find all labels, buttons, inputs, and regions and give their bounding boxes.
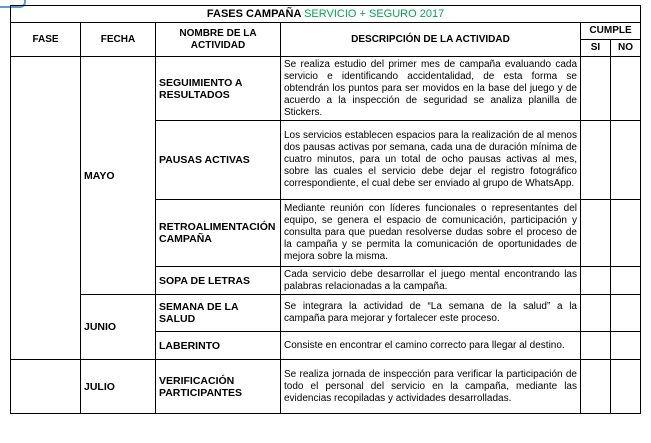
header-si: SI — [581, 40, 611, 57]
cumple-si-cell — [581, 267, 611, 295]
activity-name: SEMANA DE LA SALUD — [156, 295, 281, 332]
cumple-no-cell — [611, 267, 641, 295]
activity-name: VERIFICACIÓN PARTICIPANTES — [156, 360, 281, 414]
cumple-si-cell — [581, 200, 611, 267]
title-main: FASES CAMPAÑA — [206, 8, 305, 20]
activity-name: RETROALIMENTACIÓN CAMPAÑA — [156, 200, 281, 267]
title-accent: SERVICIO + SEGURO 2017 — [304, 8, 445, 20]
header-fecha: FECHA — [81, 23, 156, 57]
table-title — [11, 6, 641, 23]
table-row — [11, 360, 641, 414]
cumple-no-cell — [611, 121, 641, 200]
table-row — [11, 57, 641, 121]
fase-cell — [11, 360, 81, 414]
activity-name: SOPA DE LETRAS — [156, 267, 281, 295]
activity-description: Consiste en encontrar el camino correcto para llegar al destino. — [281, 332, 581, 360]
cumple-si-cell — [581, 57, 611, 121]
table-row — [11, 295, 641, 332]
activity-description: Se realiza jornada de inspección para verificar la participación de todo el personal del servicio en la campaña, mediante las evidencias recopiladas y actividades desarrolladas. — [281, 360, 581, 414]
activity-name: PAUSAS ACTIVAS — [156, 121, 281, 200]
table-title-row — [11, 6, 641, 23]
header-nombre: NOMBRE DE LA ACTIVIDAD — [156, 23, 281, 57]
header-fase: FASE — [11, 23, 81, 57]
cumple-no-cell — [611, 332, 641, 360]
fase-cell — [11, 57, 81, 360]
header-cumple: CUMPLE — [581, 23, 641, 40]
campaign-phases-table — [10, 5, 641, 414]
header-no: NO — [611, 40, 641, 57]
cumple-no-cell — [611, 57, 641, 121]
cumple-no-cell — [611, 295, 641, 332]
activity-name: SEGUIMIENTO A RESULTADOS — [156, 57, 281, 121]
cumple-si-cell — [581, 360, 611, 414]
cumple-si-cell — [581, 121, 611, 200]
cumple-si-cell — [581, 332, 611, 360]
cumple-si-cell — [581, 295, 611, 332]
activity-description: Se realiza estudio del primer mes de campaña evaluando cada servicio e identificando accidentalidad, de esta forma se obtendrán los puntos para ser movidos en la base del juego y de acuerdo a la inspección de seguridad se analiza planilla de Stickers. — [281, 57, 581, 121]
activity-description: Cada servicio debe desarrollar el juego mental encontrando las palabras relacionadas a la campaña. — [281, 267, 581, 295]
header-row — [11, 23, 641, 40]
month-mayo: MAYO — [81, 57, 156, 295]
month-julio: JULIO — [81, 360, 156, 414]
header-descripcion: DESCRIPCIÓN DE LA ACTIVIDAD — [281, 23, 581, 57]
month-junio: JUNIO — [81, 295, 156, 360]
activity-description: Los servicios establecen espacios para la realización de al menos dos pausas activas por semana, cada una de duración mínima de cuatro minutos, para un total de ocho pausas activas al mes, sobre las cuales el servicio debe dejar el registro fotográfico correspondiente, el cual debe ser enviado al grupo de WhatsApp. — [281, 121, 581, 200]
activity-description: Se integrara la actividad de “La semana de la salud” a la campaña para mejorar y fortalecer este proceso. — [281, 295, 581, 332]
activity-description: Mediante reunión con líderes funcionales o representantes del equipo, se genera el espacio de comunicación, participación y consulta para que puedan resolverse dudas sobre el proceso de la campaña y se permita la comunicación de oportunidades de mejora sobre la misma. — [281, 200, 581, 267]
activity-name: LABERINTO — [156, 332, 281, 360]
cumple-no-cell — [611, 360, 641, 414]
cumple-no-cell — [611, 200, 641, 267]
